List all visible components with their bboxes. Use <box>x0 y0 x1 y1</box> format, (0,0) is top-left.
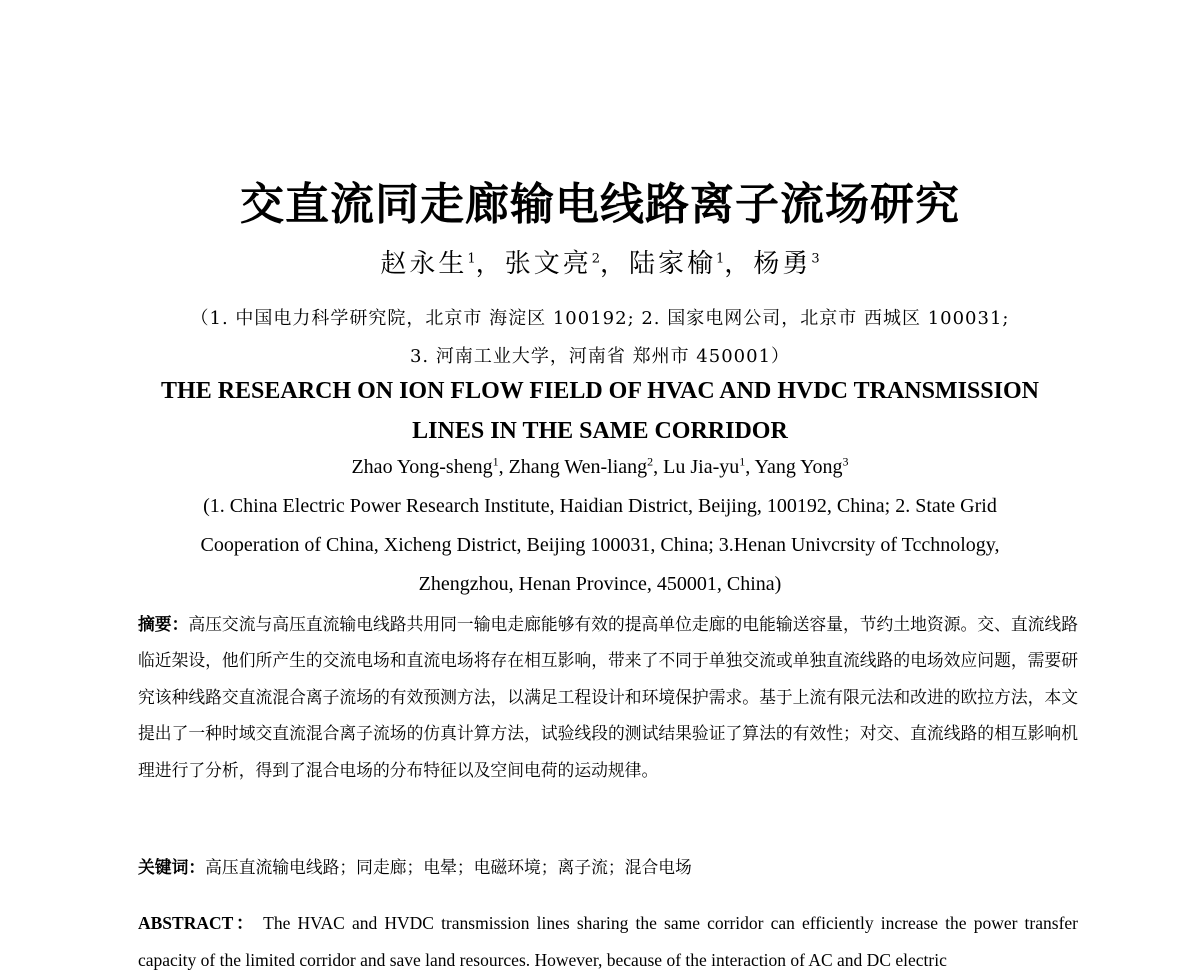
keywords-cn <box>138 852 1078 882</box>
abstract-cn-label: 摘要： <box>138 614 189 634</box>
author-cn: 陆家榆$^1$ <box>629 249 725 279</box>
abstract-en-text: The HVAC and HVDC transmission lines sharing the same corridor can efficiently increase the power transfer capacity of the limited corridor and save land resources. However, because of the interaction of AC and DC electric <box>138 913 1079 970</box>
keywords-text: 高压直流输电线路；同走廊；电晕；电磁环境；离子流；混合电场 <box>205 857 692 877</box>
affiliation-cn-line1: （1. 中国电力科学研究院，北京市 海淀区 100192; 2. 国家电网公司，北京市 西城区 100031; <box>190 308 1010 329</box>
affiliation-en-line2: Cooperation of China, Xicheng District, Beijing 100031, China; 3.Henan Univcrsity of Tcchnology, <box>200 534 1000 556</box>
affiliation-en-line3: Zhengzhou, Henan Province, 450001, China) <box>418 573 782 595</box>
authors-en: Zhao Yong-sheng$^1$, Zhang Wen-liang$^2$, Lu Jia-$yu^1$, Yang Yong$^3$ <box>351 454 849 478</box>
authors-cn: 赵永生$^1$，张文亮$^2$，陆家榆$^1$，杨勇$^3$ <box>380 249 820 279</box>
author-cn: 张文亮$^2$ <box>504 249 600 279</box>
paper-title-cn: 交直流同走廊输电线路离子流场研究 <box>240 179 960 230</box>
author-en: Yang Yong$^3$ <box>754 454 849 478</box>
affiliation-cn-line2: 3. 河南工业大学，河南省 郑州市 450001） <box>409 346 791 367</box>
author-en: Zhang Wen-liang$^2$ <box>508 454 654 478</box>
abstract-en-label: ABSTRACT： <box>138 913 257 933</box>
keywords-label: 关键词： <box>138 857 206 877</box>
paper-title-en-line1: THE RESEARCH ON ION FLOW FIELD OF HVAC AND HVDC TRANSMISSION <box>161 378 1039 404</box>
author-cn: 杨勇$^3$ <box>753 249 820 279</box>
abstract-cn-text: 高压交流与高压直流输电线路共用同一输电走廊能够有效的提高单位走廊的电能输送容量，节约土地资源。交、直流线路临近架设，他们所产生的交流电场和直流电场将存在相互影响，带来了不同于单独交流或单独直流线路的电场效应问题，需要研究该种线路交直流混合离子流场的有效预测方法，以满足工程设计和环境保护需求。基于上流有限元法和改进的欧拉方法，本文提出了一种时域交直流混合离子流场的仿真计算方法，试验线段的测试结果验证了算法的有效性；对交、直流线路的相互影响机理进行了分析，得到了混合电场的分布特征以及空间电荷的运动规律。 <box>138 614 1078 780</box>
author-en: Lu Jia-$yu^1$ <box>663 454 746 478</box>
author-cn: 赵永生$^1$ <box>380 249 476 279</box>
abstract-en <box>138 905 1078 979</box>
paper-title-en-line2: LINES IN THE SAME CORRIDOR <box>412 418 788 444</box>
author-en: Zhao Yong-sheng$^1$ <box>351 454 499 478</box>
abstract-cn <box>138 606 1078 788</box>
affiliation-en-line1: (1. China Electric Power Research Institute, Haidian District, Beijing, 100192, China; 2. State Grid <box>203 495 997 517</box>
